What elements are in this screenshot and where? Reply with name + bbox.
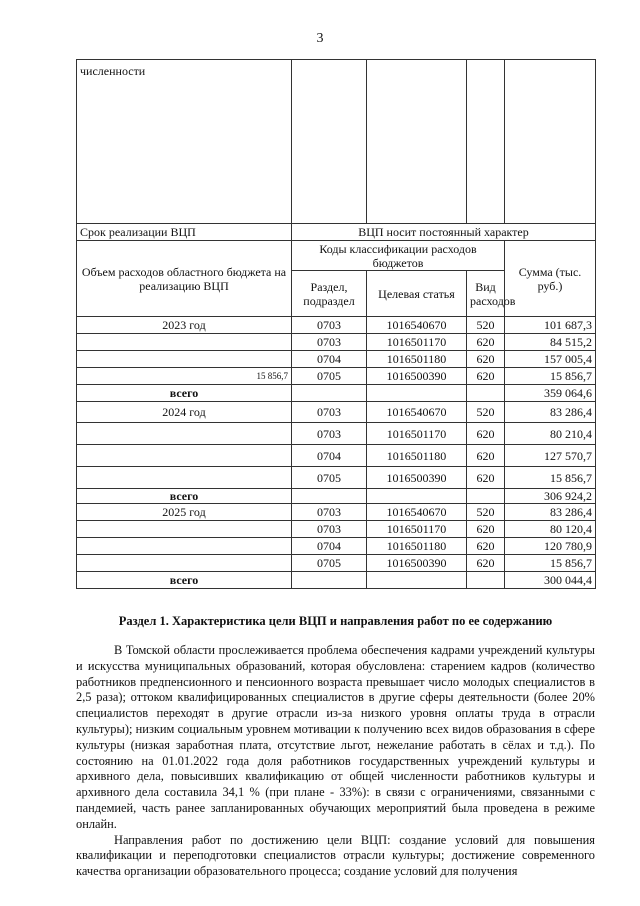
body-text [76,643,595,880]
sum-cell: 101 687,3 [505,317,596,334]
term-value: ВЦП носит постоянный характер [292,224,596,241]
budget-table [76,59,596,589]
target-cell: 1016501180 [367,445,467,467]
target-cell: 1016501170 [367,423,467,445]
top-cell-text: численности [77,60,292,224]
sum-cell: 15 856,7 [505,368,596,385]
top-row [77,60,596,224]
volume-label: Объем расходов областного бюджета на реализацию ВЦП [77,241,292,317]
empty-cell [292,489,367,504]
sum-header: Сумма (тыс. руб.) [505,241,596,317]
type-header: Вид расходов [467,271,505,317]
target-cell: 1016540670 [367,317,467,334]
paragraph-1: В Томской области прослеживается проблема обеспечения кадрами учреждений культуры и искусства муниципальных образований, которая обусловлена: старением кадров (количество работников предпенсионного и пенсионного возраста превышает число молодых специалистов в 2,5 раза); оттоком квалифицированных специалистов в другие сферы деятельности (более 20% специалистов переходят в другие отрасли из-за низкого уровня оплаты труда в отрасли культуры); низким социальным уровнем мотивации к получению всех видов образования в сфере культуры (низкая заработная плата, отсутствие льгот, нежелание работать в сёлах и т.д.). По состоянию на 01.01.2022 года доля работников государственных учреждений культуры и архивного дела, повысивших квалификацию от общей численности работников культуры и архивного дела составила 34,1 % (при плане - 33%): в связи с ограничениями, связанными с пандемией, часть ранее запланированных обучающих мероприятий была проведена в режиме онлайн. [76,643,595,831]
type-cell: 620 [467,368,505,385]
section-cell: 0704 [292,351,367,368]
paragraph-2: Направления работ по достижению цели ВЦП: создание условий для повышения квалификации и переподготовки специалистов отрасли культуры; достижение современного качества организации образовательного процесса; создание условий для получения [76,832,595,879]
sum-cell: 83 286,4 [505,402,596,423]
total-label: всего [77,572,292,589]
target-cell: 1016501180 [367,538,467,555]
type-cell: 620 [467,521,505,538]
section-cell: 0703 [292,334,367,351]
year-label: 2023 год [77,317,292,334]
target-cell: 1016501170 [367,521,467,538]
sum-cell: 84 515,2 [505,334,596,351]
type-cell: 520 [467,317,505,334]
section-cell: 0703 [292,402,367,423]
side-note: 15 856,7 [77,368,292,385]
table-row [77,555,596,572]
empty-cell [367,385,467,402]
target-cell: 1016501180 [367,351,467,368]
codes-header: Коды классификации расходов бюджетов [292,241,505,271]
empty-cell [77,334,292,351]
total-label: всего [77,385,292,402]
section-cell: 0703 [292,423,367,445]
section-cell: 0703 [292,521,367,538]
type-cell: 620 [467,555,505,572]
section-cell: 0705 [292,467,367,489]
section-cell: 0704 [292,445,367,467]
table-row [77,317,596,334]
target-cell: 1016500390 [367,368,467,385]
table-row [77,521,596,538]
section-cell: 0703 [292,317,367,334]
target-cell: 1016540670 [367,504,467,521]
empty-cell [77,555,292,572]
empty-cell [367,489,467,504]
sum-cell: 80 210,4 [505,423,596,445]
total-sum: 359 064,6 [505,385,596,402]
target-cell: 1016540670 [367,402,467,423]
total-row [77,385,596,402]
section-cell: 0705 [292,368,367,385]
header-row-1 [77,241,596,271]
empty-cell [77,445,292,467]
section-cell: 0705 [292,555,367,572]
sum-cell: 127 570,7 [505,445,596,467]
section-cell: 0704 [292,538,367,555]
empty-cell [77,467,292,489]
section-cell: 0703 [292,504,367,521]
type-cell: 620 [467,334,505,351]
type-cell: 620 [467,467,505,489]
sum-cell: 83 286,4 [505,504,596,521]
empty-cell [77,521,292,538]
total-sum: 300 044,4 [505,572,596,589]
page-number: 3 [316,31,324,46]
empty-cell [467,385,505,402]
table-row [77,538,596,555]
total-row [77,489,596,504]
table-row [77,334,596,351]
sum-cell: 120 780,9 [505,538,596,555]
section-heading: Раздел 1. Характеристика цели ВЦП и направления работ по ее содержанию [118,614,553,628]
term-row [77,224,596,241]
empty-cell [467,489,505,504]
target-cell: 1016500390 [367,467,467,489]
empty-cell [77,538,292,555]
type-cell: 620 [467,538,505,555]
type-cell: 620 [467,445,505,467]
total-sum: 306 924,2 [505,489,596,504]
empty-cell [467,572,505,589]
sum-cell: 15 856,7 [505,467,596,489]
target-cell: 1016500390 [367,555,467,572]
type-cell: 620 [467,351,505,368]
sum-cell: 157 005,4 [505,351,596,368]
empty-cell [77,351,292,368]
table-row [77,423,596,445]
empty-cell [292,385,367,402]
year-label: 2024 год [77,402,292,423]
table-row [77,445,596,467]
table-row [77,402,596,423]
type-cell: 620 [467,423,505,445]
empty-cell [77,423,292,445]
year-label: 2025 год [77,504,292,521]
target-header: Целевая статья [367,271,467,317]
type-cell: 520 [467,504,505,521]
total-label: всего [77,489,292,504]
term-label: Срок реализации ВЦП [77,224,292,241]
section-header: Раздел, подраздел [292,271,367,317]
type-cell: 520 [467,402,505,423]
table-row [77,504,596,521]
table-row [77,368,596,385]
total-row [77,572,596,589]
empty-cell [367,572,467,589]
sum-cell: 80 120,4 [505,521,596,538]
empty-cell [292,572,367,589]
table-row [77,351,596,368]
sum-cell: 15 856,7 [505,555,596,572]
target-cell: 1016501170 [367,334,467,351]
table-row [77,467,596,489]
